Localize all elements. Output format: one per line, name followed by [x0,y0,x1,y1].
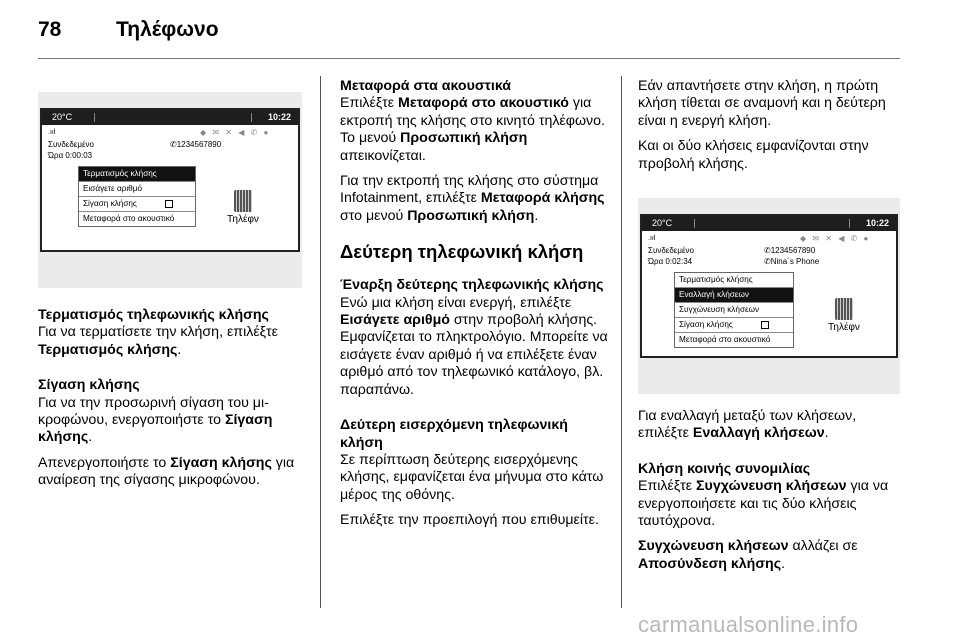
signal-icon: .ııl [648,235,656,242]
phone-call-icon: ✆ [170,140,177,149]
phone-number [764,246,815,256]
paragraph: Ενώ μια κλήση είναι ενεργή, επιλέξτε Εισάγετε αριθμό στην προβολή κλήσης. Εμφανίζεται το πληκτρολόγιο. Μπορείτε να εισάγετε έναν αριθμό ή να επιλέξετε έναν αριθμό από τον τηλεφωνικό κατάλογο, βλ. παραπάνω. [340,294,608,398]
phone-number [170,140,221,150]
status-separator [94,113,95,122]
connection-status: Συνδεδεμένο [648,246,694,255]
paragraph: Επιλέξτε Συγχώνευση κλήσεων για να ενεργοποιήσετε και τις δύο κλήσεις ταυτόχρονα. [638,478,889,530]
menu-item-label: Σίγαση κλήσης [83,199,137,208]
menu-item-merge-calls[interactable]: Συγχώνευση κλήσεων [675,303,793,318]
page-number: 78 [38,18,62,41]
heading-mute-call: Σίγαση κλήσης [38,377,140,394]
heading-second-incoming-call: Δεύτερη εισερχόμενη τηλεφωνική κλήση [340,417,568,451]
phone-tile[interactable] [218,190,268,225]
paragraph: Εάν απαντήσετε στην κλήση, η πρώτη κλήση τίθεται σε αναμονή και η δεύτερη είναι η ενεργή κλήση. [638,78,886,129]
signal-icon: .ııl [48,129,56,136]
header-rule [38,58,900,59]
menu-item-mute-call[interactable] [675,318,793,333]
column-2 [340,78,610,538]
column-3-bottom [638,408,900,581]
status-bar [42,110,298,125]
column-divider-1 [320,76,321,608]
heading-transfer-handset: Μεταφορά στα ακουστικά [340,78,511,94]
paragraph: Επιλέξτε Μεταφορά στο ακουστικό για εκτροπή της κλήσης στο κινητό τηλέφωνο. Το μενού Προσωπική κλήση απεικονίζεται. [340,95,605,164]
phone-tile-label: Τηλέφν [828,322,860,333]
status-separator [251,113,252,122]
clock: 10:22 [865,218,889,228]
phone-number-text: 1234567890 [770,246,816,255]
footer-watermark[interactable]: carmanualsonline.info [638,612,859,637]
call-duration: Ώρα 0:00:03 [48,151,93,160]
heading-end-call: Τερματισμός τηλεφωνικής κλήσης [38,307,269,323]
paragraph: Συγχώνευση κλήσεων αλλάζει σε Αποσύνδεση κλήσης. [638,538,858,572]
call-menu [78,166,196,227]
status-icons: ◆ ✉ ✕ ◀ ✆ ● [800,234,871,243]
clock: 10:22 [267,112,291,122]
second-call-screen [640,214,898,358]
menu-item-label: Σίγαση κλήσης [679,320,733,329]
heading-start-second-call: Έναρξη δεύτερης τηλεφωνικής κλήσης [340,277,604,294]
phone-number-text: 1234567890 [176,140,222,149]
menu-item-end-call[interactable]: Τερματισμός κλήσης [675,273,793,288]
phone-tile[interactable] [818,298,870,333]
phone-call-icon: ✆ [764,246,771,255]
paragraph: Για την εκτροπή της κλήσης στο σύστημα Infotainment, επιλέξτε Μεταφορά κλήσης στο μενού Προσωπική κλήση. [340,173,605,224]
phone-app-icon [234,190,252,212]
caller-name [764,257,819,267]
paragraph: Για να την προσωρινή σίγαση του μικροφώνου, ενεργοποιήστε το Σίγαση κλήσης. [38,394,273,446]
heading-conference-call: Κλήση κοινής συνομιλίας [638,460,811,477]
paragraph: Και οι δύο κλήσεις εμφανίζονται στην προβολή κλήσης. [638,138,869,172]
figure-call-screen-frame [38,92,302,288]
temperature: 20°C [52,112,73,122]
checkbox-icon [165,200,173,208]
connection-status: Συνδεδεμένο [48,140,94,149]
caller-name-text: Nina´s Phone [770,257,820,266]
figure-second-call-screen-frame [638,198,900,394]
menu-item-transfer-handset[interactable]: Μεταφορά στο ακουστικό [83,214,175,223]
column-1 [38,307,306,498]
menu-item-swap-calls[interactable]: Εναλλαγή κλήσεων [675,288,793,303]
paragraph: Για εναλλαγή μεταξύ των κλήσεων, επιλέξτε Εναλλαγή κλήσεων. [638,408,857,442]
call-screen [40,108,300,252]
page-header-title: Τηλέφωνο [116,18,219,41]
column-3-top [638,78,900,181]
checkbox-icon [761,321,769,329]
call-menu [674,272,794,348]
call-duration: Ώρα 0:02:34 [648,257,693,266]
menu-item-transfer-handset[interactable]: Μεταφορά στο ακουστικό [679,335,771,344]
status-separator [694,219,695,228]
temperature: 20°C [652,218,673,228]
menu-item-mute-call[interactable] [79,197,195,212]
status-separator [849,219,850,228]
menu-item-enter-number[interactable]: Εισάγετε αριθμό [79,182,195,197]
status-icons: ◆ ✉ ✕ ◀ ✆ ● [200,128,271,137]
paragraph: Σε περίπτωση δεύτερης εισερχόμενης κλήσης, εμφανίζεται ένα μήνυμα στο κάτω μέρος της οθόνης. [340,451,604,503]
section-heading-second-call: Δεύτερη τηλεφωνική κλήση [340,241,584,263]
paragraph: Για να τερματίσετε την κλήση, επιλέξτε Τερματισμός κλήσης. [38,324,278,358]
paragraph: Επιλέξτε την προεπιλογή που επιθυμείτε. [340,512,599,529]
status-bar [642,216,896,231]
phone-tile-label: Τηλέφν [227,214,259,225]
paragraph: Απενεργοποιήστε το Σίγαση κλήσης για αναίρεση της σίγασης μικροφώνου. [38,454,295,489]
phone-call-icon: ✆ [764,257,771,266]
menu-item-end-call[interactable]: Τερματισμός κλήσης [79,167,195,182]
phone-app-icon [835,298,853,320]
column-divider-2 [621,76,622,608]
